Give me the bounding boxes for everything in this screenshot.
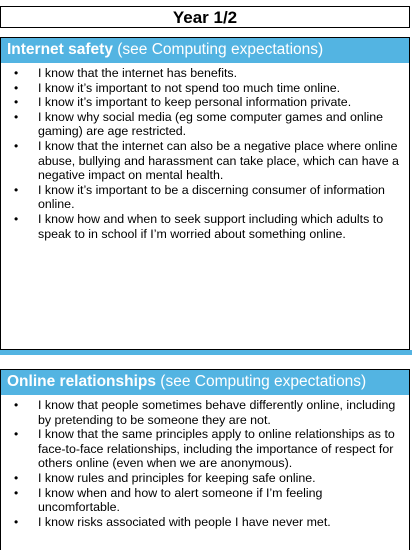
list-item: • I know it’s important to keep personal information private. [14, 95, 352, 110]
bullet-icon: • [14, 211, 19, 226]
internet-safety-section [0, 37, 410, 350]
list-item: • I know that people sometimes behave differently online, including by pretending to be someone they are not. [14, 398, 396, 427]
heading-note: (see Computing expectations) [156, 373, 367, 390]
list-item: • I know why social media (eg some computer games and online gaming) are age restricted. [14, 109, 384, 139]
bullet-icon: • [14, 80, 19, 95]
list-item: • I know that the same principles apply to online relationships as to face-to-face relationships, including the importance of respect for others online (even when we are anonymous). [14, 427, 395, 471]
list-item: • I know how and when to seek support including which adults to speak to in school if I’m worried about something online. [14, 211, 384, 241]
heading-bold: Internet safety [7, 41, 113, 58]
heading-bold: Online relationships [7, 373, 156, 390]
heading-note: (see Computing expectations) [112, 41, 324, 58]
bullet-icon: • [14, 138, 19, 153]
list-item: • I know that the internet can also be a negative place where online abuse, bullying and harassment can take place, which can have a negative impact on mental health. [14, 138, 399, 183]
internet-safety-heading [1, 38, 409, 63]
bullet-icon: • [14, 514, 19, 529]
list-item: • I know rules and principles for keeping safe online. [14, 470, 316, 485]
bullet-icon: • [14, 470, 19, 485]
bullet-icon: • [14, 95, 19, 110]
bullet-icon: • [14, 109, 19, 124]
bullet-icon: • [14, 182, 19, 197]
list-item: • I know it’s important to be a discerning consumer of information online. [14, 182, 385, 212]
internet-safety-list [1, 63, 409, 241]
list-item: • I know that the internet has benefits. [14, 66, 238, 80]
online-relationships-section [0, 369, 410, 550]
list-item: • I know it’s important to not spend too much time online. [14, 80, 341, 95]
online-relationships-list [1, 395, 409, 529]
section-divider-band [0, 350, 412, 355]
online-relationships-heading [1, 370, 409, 395]
list-item: • I know when and how to alert someone if I’m feeling uncomfortable. [14, 485, 323, 515]
bullet-icon: • [14, 398, 19, 412]
bullet-icon: • [14, 427, 19, 442]
page-title: Year 1/2 [0, 6, 410, 28]
list-item: • I know risks associated with people I have never met. [14, 514, 331, 529]
bullet-icon: • [14, 66, 19, 80]
bullet-icon: • [14, 485, 19, 500]
